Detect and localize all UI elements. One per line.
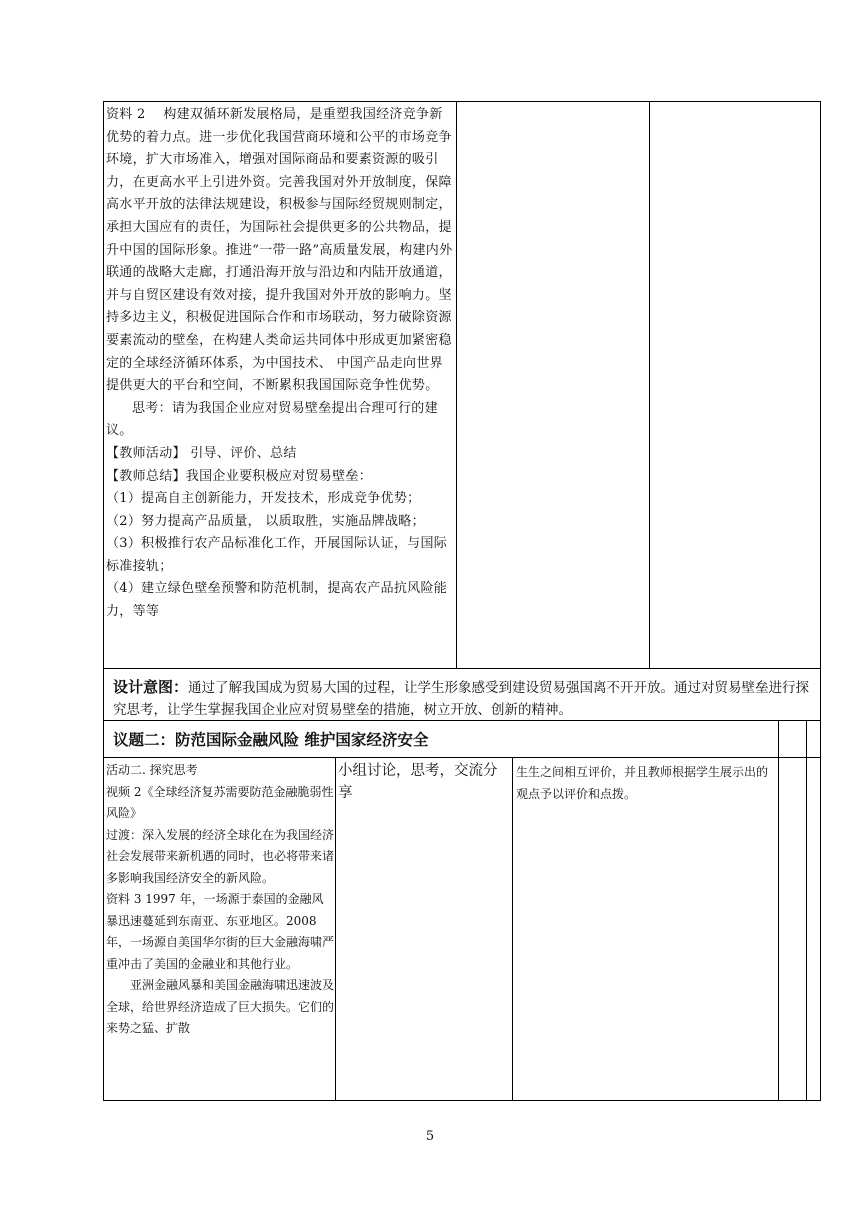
col-border-2 bbox=[456, 101, 457, 668]
design-intent-text: 通过了解我国成为贸易大国的过程，让学生形象感受到建设贸易强国离不开开放。通过对贸易壁垒进行探究思考，让学生掌握我国企业应对贸易壁垒的措施，树立开放、创新的精神。 bbox=[113, 680, 810, 718]
student-activity-cell: 小组讨论，思考，交流分享 bbox=[338, 763, 498, 801]
activity-2-cell bbox=[106, 760, 334, 1040]
think-question: 思考：请为我国企业应对贸易壁垒提出合理可行的建议。 bbox=[106, 400, 438, 439]
topic-right-border bbox=[778, 720, 779, 1101]
page-number: 5 bbox=[425, 1129, 435, 1144]
topic-left-border bbox=[103, 720, 104, 1101]
material-3-text-continued: 亚洲金融风暴和美国金融海啸迅速波及全球，给世界经济造成了巨大损失。它们的来势之猛、扩散 bbox=[106, 978, 335, 1035]
design-intent-label: 设计意图： bbox=[113, 678, 189, 696]
summary-point-2: （2）努力提高产品质量， 以质取胜，实施品牌战略； bbox=[106, 513, 425, 529]
summary-point-4: （4）建立绿色壁垒预警和防范机制，提高农产品抗风险能力，等等 bbox=[106, 581, 448, 620]
row-border-design-top bbox=[103, 668, 821, 669]
material-2-cell bbox=[106, 104, 454, 624]
video-2: 视频 2《全球经济复苏需要防范金融脆弱性风险》 bbox=[106, 784, 334, 820]
col-border-1 bbox=[103, 101, 104, 668]
design-intent bbox=[113, 676, 813, 721]
row-border-topic-bottom bbox=[103, 757, 821, 758]
table-top-border bbox=[103, 101, 821, 102]
evaluation-cell: 生生之间相互评价，并且教师根据学生展示出的观点予以评价和点拨。 bbox=[516, 765, 769, 801]
col-border-4 bbox=[820, 101, 821, 1101]
transition-text: 过渡：深入发展的经济全球化在为我国经济社会发展带来新机遇的同时，也必将带来诸多影响我国经济安全的新风险。 bbox=[106, 827, 335, 885]
material-3-text: 资料 3 1997 年，一场源于泰国的金融风暴迅速蔓延到东南亚、东亚地区。2008 年，一场源自美国华尔街的巨大金融海啸严重冲击了美国的金融业和其他行业。 bbox=[106, 892, 335, 971]
bottom-col-border-2 bbox=[512, 757, 513, 1101]
topic-right-border-2 bbox=[806, 720, 807, 1101]
summary-point-1: （1）提高自主创新能力，开发技术，形成竞争优势； bbox=[106, 491, 421, 507]
teacher-summary: 【教师总结】我国企业要积极应对贸易壁垒： bbox=[106, 468, 373, 484]
teacher-activity: 【教师活动】 引导、评价、总结 bbox=[106, 445, 297, 461]
bottom-col-border-1 bbox=[335, 757, 336, 1101]
topic-2-title: 议题二：防范国际金融风险 维护国家经济安全 bbox=[113, 731, 429, 749]
table-bottom-border bbox=[103, 1100, 821, 1101]
summary-point-3: （3）积极推行农产品标准化工作，开展国际认证，与国际标准接轨； bbox=[106, 536, 448, 574]
activity-2-heading: 活动二. 探究思考 bbox=[106, 763, 198, 777]
design-left-border bbox=[103, 668, 104, 721]
material-2-text: 资料 2 构建双循环新发展格局，是重塑我国经济竞争新优势的着力点。进一步优化我国营商环境和公平的市场竞争环境，扩大市场准入，增强对国际商品和要素资源的吸引力，在更高水平上引进外资。完善我国对外开放制度，保障高水平开放的法律法规建设，积极参与国际经贸规则制定，承担大国应有的责任，为国际社会提供更多的公共物品，提升中国的国际形象。推进“一带一路”高质量发展，构建内外联通的战略大走廊，打通沿海开放与沿边和内陆开放通道，并与自贸区建设有效对接，提升我国对外开放的影响力。坚持多边主义，积极促进国际合作和市场联动，努力破除资源要素流动的壁垒，在构建人类命运共同体中形成更加紧密稳定的全球经济循环体系，为中国技术、 中国产品走向世界提供更大的平台和空间，不断累积我国国际竞争性优势。 bbox=[106, 107, 453, 394]
col-border-3 bbox=[649, 101, 650, 668]
